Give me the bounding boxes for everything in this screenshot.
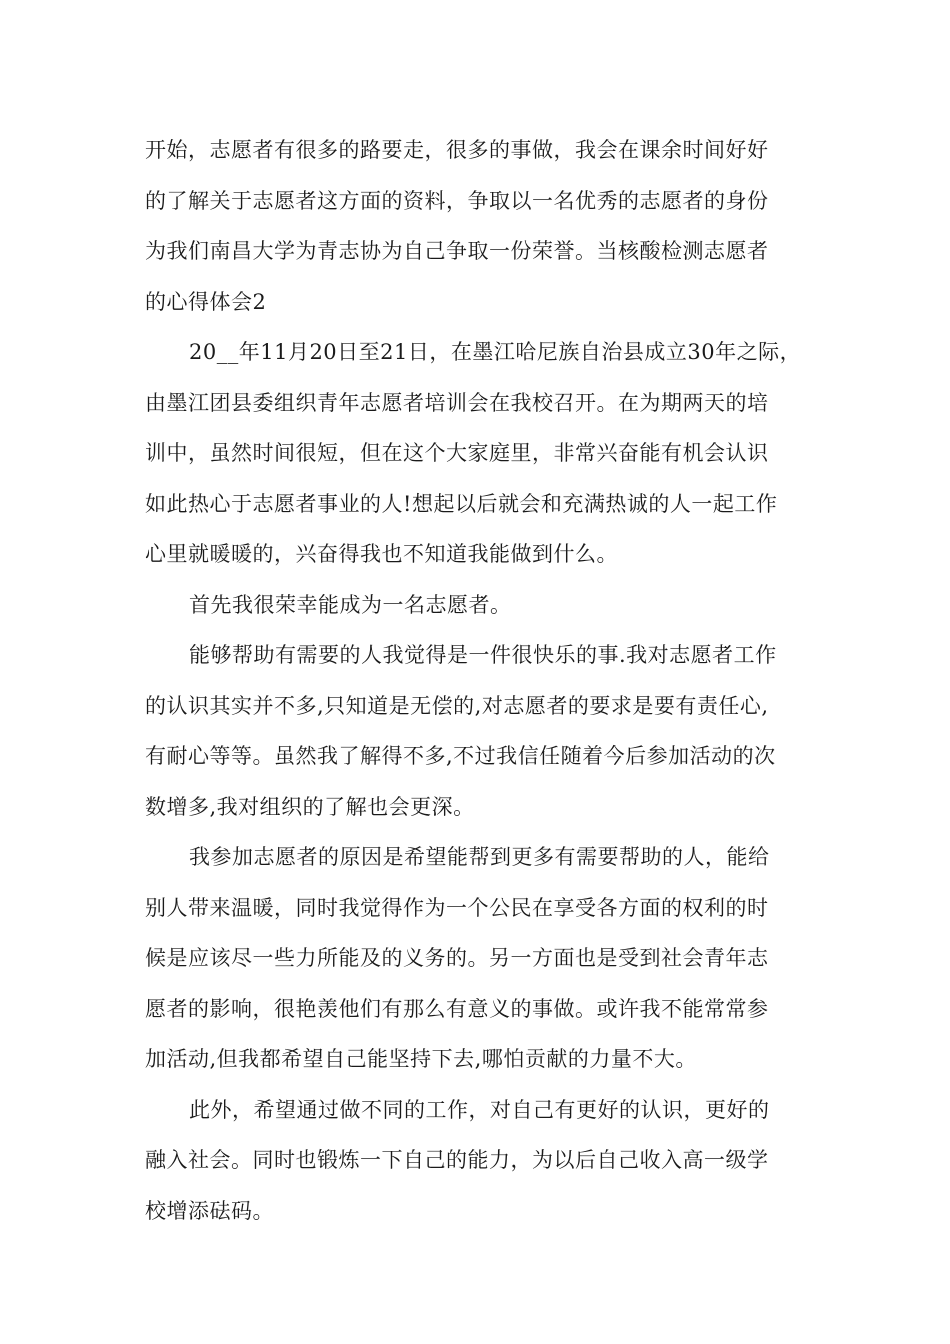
text-line: 为我们南昌大学为青志协为自己争取一份荣誉。当核酸检测志愿者	[145, 239, 769, 263]
text-line: 心里就暖暖的，兴奋得我也不知道我能做到什么。	[145, 542, 618, 566]
text-line: 的认识其实并不多,只知道是无偿的,对志愿者的要求是要有责任心,	[145, 693, 769, 718]
paragraph-start-line: 此外，希望通过做不同的工作，对自己有更好的认识，更好的	[189, 1097, 770, 1122]
text-line: 加活动,但我都希望自己能坚持下去,哪怕贡献的力量不大。	[145, 1047, 697, 1071]
paragraph-start-line: 我参加志愿者的原因是希望能帮到更多有需要帮助的人，能给	[189, 845, 770, 869]
text-line: 开始，志愿者有很多的路要走，很多的事做，我会在课余时间好好	[145, 138, 769, 162]
text-line: 有耐心等等。虽然我了解得不多,不过我信任随着今后参加活动的次	[145, 744, 776, 768]
text-line: 融入社会。同时也锻炼一下自己的能力，为以后自己收入高一级学	[145, 1148, 769, 1172]
text-line: 的心得体会2	[145, 289, 267, 314]
text-line: 如此热心于志愿者事业的人!想起以后就会和充满热诚的人一起工作	[145, 491, 778, 516]
paragraph-start-line: 20__年11月20日至21日，在墨江哈尼族自治县成立30年之际，	[189, 340, 802, 364]
text-line: 由墨江团县委组织青年志愿者培训会在我校召开。在为期两天的培	[145, 390, 769, 415]
text-line: 的了解关于志愿者这方面的资料，争取以一名优秀的志愿者的身份	[145, 188, 769, 213]
text-line: 训中，虽然时间很短，但在这个大家庭里，非常兴奋能有机会认识	[145, 441, 769, 465]
text-line: 数增多,我对组织的了解也会更深。	[145, 794, 475, 819]
paragraph-start-line: 首先我很荣幸能成为一名志愿者。	[189, 592, 512, 617]
text-line: 候是应该尽一些力所能及的义务的。另一方面也是受到社会青年志	[145, 946, 769, 970]
text-line: 校增添砝码。	[145, 1198, 274, 1223]
paragraph-start-line: 能够帮助有需要的人我觉得是一件很快乐的事.我对志愿者工作	[189, 643, 777, 667]
document-page	[145, 125, 807, 1236]
text-line: 愿者的影响，很艳羡他们有那么有意义的事做。或许我不能常常参	[145, 996, 769, 1021]
text-line: 别人带来温暖，同时我觉得作为一个公民在享受各方面的权利的时	[145, 895, 769, 920]
